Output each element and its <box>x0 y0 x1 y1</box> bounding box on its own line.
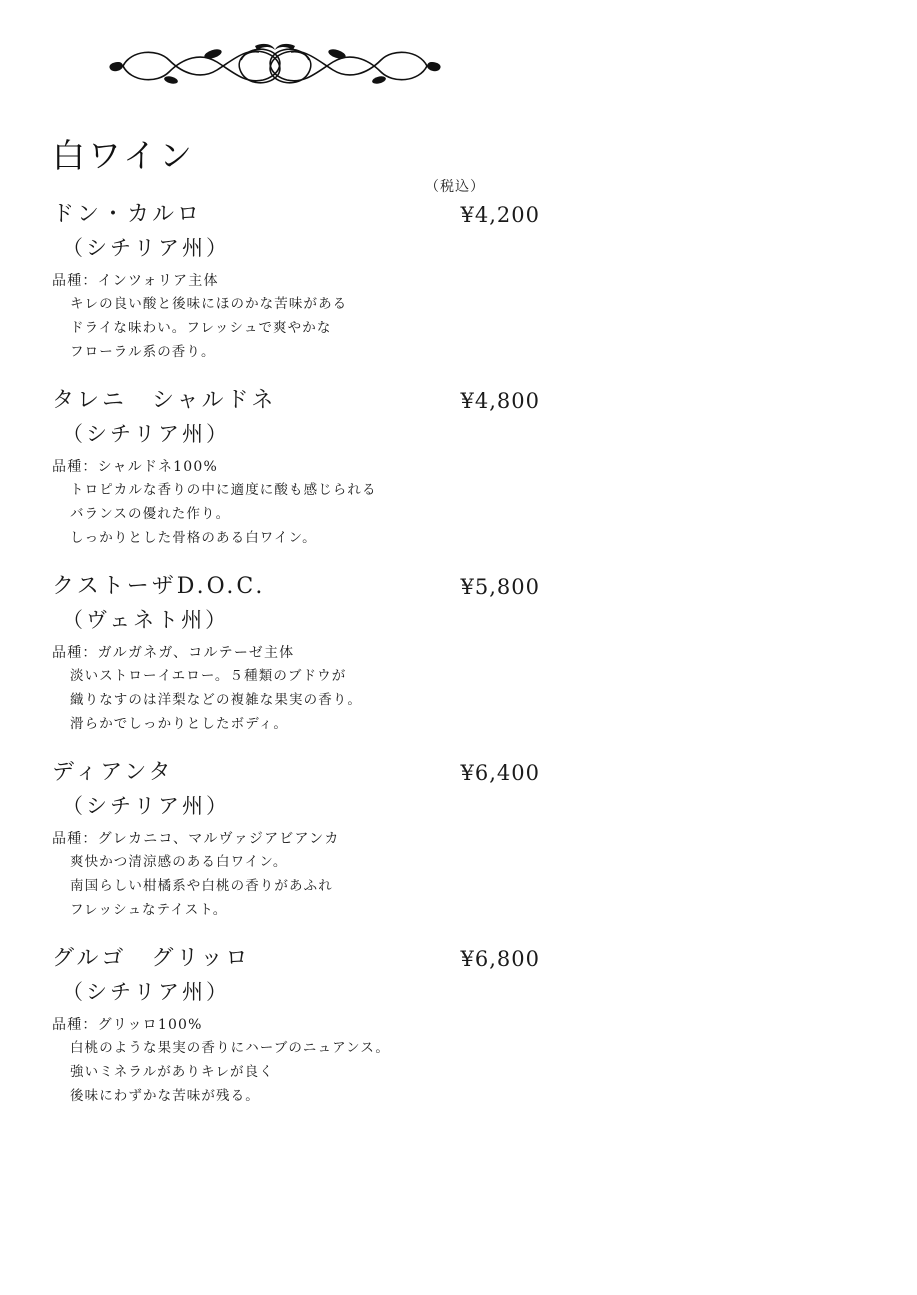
item-description <box>52 850 492 922</box>
item-description <box>52 1036 492 1108</box>
item-variety: 品種：ガルガネガ、コルテーゼ主体 <box>52 645 295 661</box>
description-line: 滑らかでしっかりとしたボディ。 <box>70 716 288 732</box>
description-line: 白桃のような果実の香りにハーブのニュアンス。 <box>70 1040 390 1056</box>
item-price: ¥4,800 <box>460 389 540 413</box>
item-region: （シチリア州） <box>62 422 230 446</box>
item-variety: 品種：グリッロ100% <box>52 1017 203 1033</box>
wine-list <box>52 200 540 1130</box>
item-name: ディアンタ <box>52 760 174 785</box>
description-line: キレの良い酸と後味にほのかな苦味がある <box>70 296 348 312</box>
item-price: ¥6,400 <box>460 761 540 785</box>
menu-item <box>52 758 540 922</box>
item-name: ドン・カルロ <box>52 202 203 227</box>
item-region: （シチリア州） <box>62 794 230 818</box>
item-price: ¥6,800 <box>460 947 540 971</box>
description-line: ドライな味わい。フレッシュで爽やかな <box>70 320 332 336</box>
description-line: 淡いストローイエロー。５種類のブドウが <box>70 668 347 684</box>
page-title: 白ワイン <box>52 136 196 176</box>
description-line: しっかりとした骨格のある白ワイン。 <box>70 530 317 546</box>
item-description <box>52 292 492 364</box>
description-line: フレッシュなテイスト。 <box>70 902 228 918</box>
item-price: ¥4,200 <box>460 203 540 227</box>
tax-note: （税込） <box>425 180 485 195</box>
item-region: （シチリア州） <box>62 980 230 1004</box>
item-region: （シチリア州） <box>62 236 230 260</box>
description-line: フローラル系の香り。 <box>70 344 216 360</box>
description-line: 後味にわずかな苦味が残る。 <box>70 1088 260 1104</box>
description-line: 強いミネラルがありキレが良く <box>70 1064 274 1080</box>
item-variety: 品種：グレカニコ、マルヴァジアビアンカ <box>52 831 340 847</box>
item-name: タレニ シャルドネ <box>52 388 277 413</box>
item-name: グルゴ グリッロ <box>52 946 251 971</box>
item-price: ¥5,800 <box>460 575 540 599</box>
item-variety: 品種：インツォリア主体 <box>52 273 219 289</box>
item-header <box>52 572 540 604</box>
description-line: 爽快かつ清涼感のある白ワイン。 <box>70 854 288 870</box>
description-line: バランスの優れた作り。 <box>70 506 231 522</box>
item-header <box>52 758 540 790</box>
description-line: トロピカルな香りの中に適度に酸も感じられる <box>70 482 377 498</box>
menu-item <box>52 944 540 1108</box>
item-description <box>52 478 492 550</box>
item-description <box>52 664 492 736</box>
description-line: 織りなすのは洋梨などの複雑な果実の香り。 <box>70 692 362 708</box>
menu-item <box>52 572 540 736</box>
item-region: （ヴェネト州） <box>62 608 230 632</box>
item-header <box>52 386 540 418</box>
item-header <box>52 200 540 232</box>
menu-item <box>52 386 540 550</box>
item-name: クストーザD.O.C. <box>52 574 266 599</box>
flourish-ornament-icon <box>105 40 445 92</box>
description-line: 南国らしい柑橘系や白桃の香りがあふれ <box>70 878 333 894</box>
item-header <box>52 944 540 976</box>
item-variety: 品種：シャルドネ100% <box>52 459 219 475</box>
menu-item <box>52 200 540 364</box>
